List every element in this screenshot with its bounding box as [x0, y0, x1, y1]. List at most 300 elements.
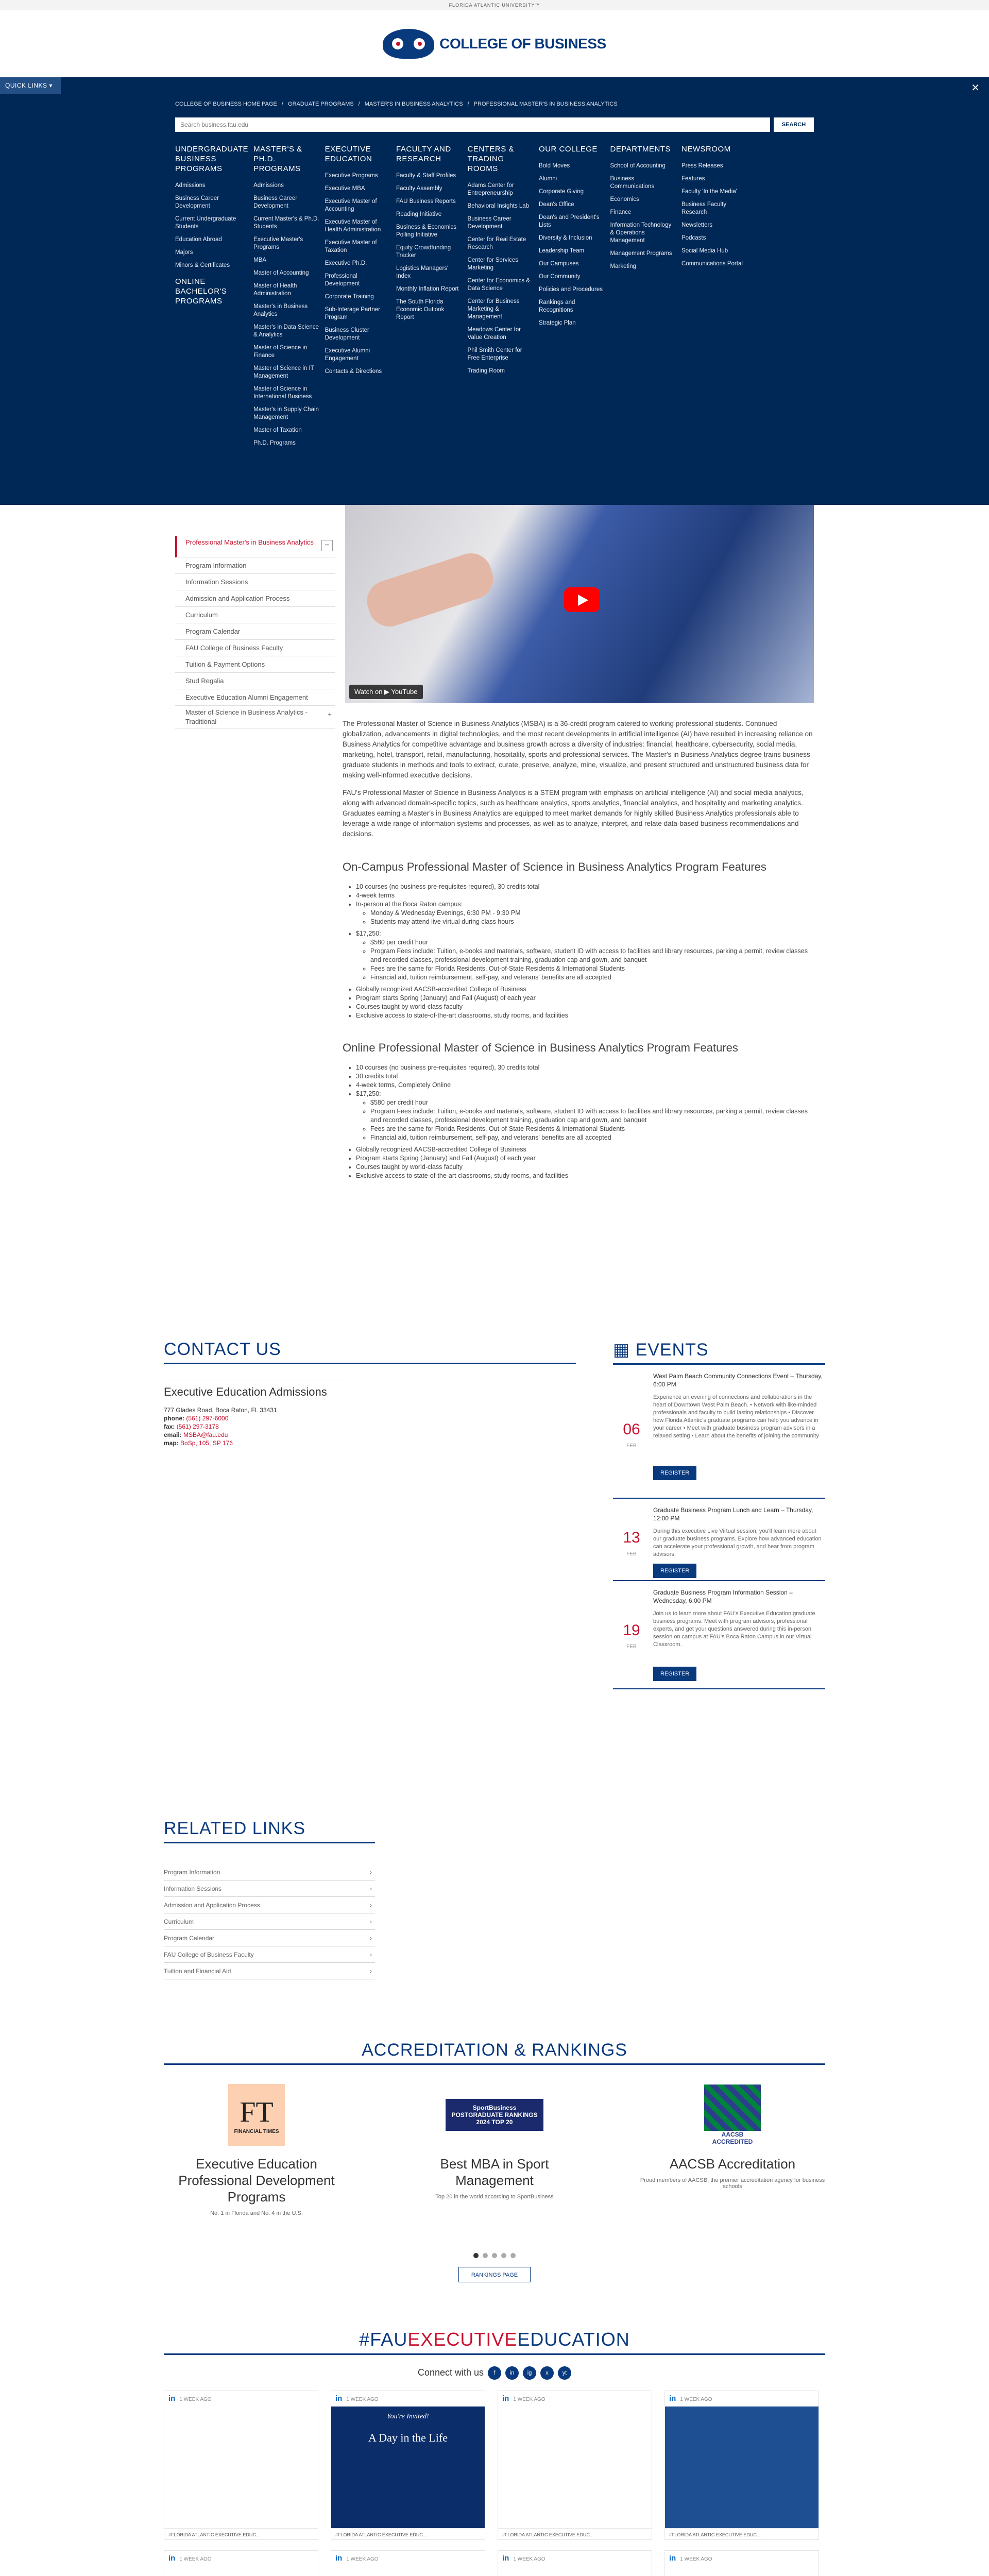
stem-paragraph: FAU's Professional Master of Science in Business Analytics is a STEM program with emphasis on artificial intelligence (AI) and social media analytics, along with advanced domain-specific topics, such as healthcare analytics, sports analytics, financial analytics, and hospitality and marketing analytics. Graduates earning a Master's in Business Analytics are equipped to meet market demands for highly skilled Business Analytics professionals able to leverage a wide range of information systems and processes, as well as to analyze, interpret, and relate data-based business recommendations and decisions. — [343, 789, 804, 838]
feature-item: • Program starts Spring (January) and Fall (August) of each year — [356, 994, 814, 1003]
carousel-dot[interactable] — [510, 2253, 516, 2258]
sidebar-item[interactable]: Stud Regalia — [175, 673, 335, 689]
youtube-icon[interactable]: yt — [558, 2366, 571, 2380]
register-button[interactable]: REGISTER — [653, 1667, 696, 1681]
related-link[interactable]: Tuition and Financial Aid › — [164, 1963, 375, 1979]
top-university-bar: FLORIDA ATLANTIC UNIVERSITY™ — [0, 0, 989, 10]
social-post[interactable] — [331, 2391, 485, 2540]
social-post[interactable] — [664, 2391, 819, 2540]
sidebar-item[interactable]: Curriculum — [175, 607, 335, 623]
menu-link[interactable]: Finance — [610, 209, 632, 215]
menu-link[interactable]: Business & Economics Polling Initiative — [396, 224, 457, 238]
event-title[interactable]: Graduate Business Program Information Session – Wednesday, 6:00 PM — [653, 1589, 793, 1604]
mega-menu-overlay — [0, 77, 989, 505]
register-button[interactable]: REGISTER — [653, 1564, 696, 1578]
post-image-blank — [498, 2406, 652, 2528]
menu-link[interactable]: Master of Science in International Business — [253, 386, 312, 400]
post-time: 1 WEEK AGO — [179, 2397, 212, 2402]
menu-col-masters — [253, 144, 319, 452]
menu-col-title[interactable]: DEPARTMENTS — [610, 145, 671, 154]
post-footer: #FLORIDA ATLANTIC EXECUTIVE EDUC... — [331, 2528, 485, 2540]
menu-link[interactable]: Minors & Certificates — [175, 262, 230, 268]
breadcrumb — [175, 101, 621, 107]
feature-item: • 10 courses (no business pre-requisites required), 30 credits total — [356, 1063, 814, 1072]
menu-link[interactable]: Logistics Managers' Index — [396, 265, 449, 279]
menu-col-title[interactable]: OUR COLLEGE — [539, 145, 598, 154]
breadcrumb-separator: / — [467, 101, 469, 107]
connect-with-us — [164, 2366, 825, 2380]
feature-item: • Exclusive access to state-of-the-art classrooms, study rooms, and facilities — [356, 1172, 814, 1180]
menu-col-centers — [468, 144, 534, 452]
post-time: 1 WEEK AGO — [346, 2556, 379, 2562]
feature-item: • $17,250: — [356, 1090, 814, 1098]
intro-paragraph: The Professional Master of Science in Business Analytics (MSBA) is a 36-credit program catered to working professional students. Continued globalization, advancements in digital technologies, and the most recent developments in artificial intelligence (AI) have resulted in increasing reliance on Business Analytics for competitive advantage and business growth across a diversity of industries: financial, healthcare, cybersecurity, social media, marketing, hotel, transport, retail, manufacturing, hospitality, sports and professional services. The Master's in Business Analytics degree trains business graduate students in methods and tools to extract, curate, preserve, analyze, mine, visualize, and present structured and unstructured business data for making well-informed executive decisions. — [343, 720, 813, 779]
quick-links-button[interactable]: QUICK LINKS ▾ — [0, 77, 61, 94]
event-date — [616, 1622, 647, 1655]
linkedin-icon: in — [335, 2554, 343, 2563]
event-day: 13 — [623, 1529, 640, 1546]
menu-link[interactable]: Admissions — [175, 182, 206, 189]
carousel-dot[interactable] — [501, 2253, 506, 2258]
breadcrumb-separator: / — [281, 101, 283, 107]
menu-link[interactable]: Press Releases — [681, 163, 723, 169]
menu-link[interactable]: Our Community — [539, 274, 581, 280]
post-invited-text: You're Invited! — [387, 2413, 429, 2420]
menu-link[interactable]: Master's in Business Analytics — [253, 303, 308, 317]
post-header — [164, 2391, 318, 2406]
carousel-dots — [164, 2251, 825, 2261]
contact-card — [164, 1380, 344, 1447]
feature-item: • $17,250: — [356, 929, 814, 938]
watch-on-youtube-button[interactable]: Watch on ▶ YouTube — [349, 685, 423, 699]
contact-heading: CONTACT US — [164, 1340, 576, 1364]
menu-col-title[interactable]: FACULTY AND RESEARCH — [396, 145, 451, 163]
card-desc: Proud members of AACSB, the premier accreditation agency for business schools — [640, 2177, 825, 2190]
event-date — [616, 1421, 647, 1454]
menu-link[interactable]: Faculty & Staff Profiles — [396, 173, 456, 179]
menu-link[interactable]: Ph.D. Programs — [253, 440, 296, 446]
event-item — [613, 1499, 825, 1581]
menu-col-undergrad — [175, 144, 248, 452]
video-thumbnail-figure — [362, 548, 499, 632]
menu-link[interactable]: Features — [681, 176, 705, 182]
post-image-blank — [164, 2566, 318, 2576]
site-header — [0, 10, 989, 77]
menu-link[interactable]: Newsletters — [681, 222, 713, 228]
sidebar-item[interactable]: Program Calendar — [175, 623, 335, 640]
menu-link[interactable]: Executive Master's Programs — [253, 236, 303, 250]
menu-link[interactable]: Master's in Supply Chain Management — [253, 406, 319, 420]
event-month: FEB — [626, 1551, 637, 1557]
menu-col-departments — [610, 144, 677, 452]
related-link[interactable]: Curriculum › — [164, 1913, 375, 1930]
college-name[interactable]: COLLEGE OF BUSINESS — [439, 35, 606, 52]
hashtag-highlight: EXECUTIVE — [407, 2329, 518, 2350]
menu-link[interactable]: Rankings and Recognitions — [539, 299, 575, 313]
feature-item: • Program starts Spring (January) and Fall (August) of each year — [356, 1154, 814, 1163]
post-time: 1 WEEK AGO — [680, 2397, 712, 2402]
event-description: Experience an evening of connections and collaborations in the heart of Downtown West Palm Beach. • Network with like-minded professionals and faculty to build lasting relationships • Discover how Florida Atlantic's graduate programs can help you advance in your career • Meet with graduate business program advisors in a relaxed setting • Learn about the benefits of joining the community — [653, 1394, 819, 1439]
post-image-blank — [331, 2566, 485, 2576]
feature-item: • Globally recognized AACSB-accredited College of Business — [356, 1145, 814, 1154]
menu-link[interactable]: Sub-Interage Partner Program — [325, 307, 380, 320]
quick-links-label: QUICK LINKS — [5, 82, 47, 89]
menu-link[interactable]: Executive Ph.D. — [325, 260, 367, 266]
event-day: 19 — [623, 1622, 640, 1639]
event-title[interactable]: West Palm Beach Community Connections Event – Thursday, 6:00 PM — [653, 1372, 823, 1388]
menu-link[interactable]: Admissions — [253, 182, 284, 189]
menu-link[interactable]: Business Communications — [610, 176, 655, 190]
menu-link[interactable]: Communications Portal — [681, 261, 743, 267]
events-section — [613, 1340, 825, 1689]
sidebar-item[interactable]: Tuition & Payment Options — [175, 656, 335, 673]
online-heading: Online Professional Master of Science in Business Analytics Program Features — [343, 1041, 738, 1054]
map-label: map: — [164, 1439, 179, 1447]
menu-link[interactable]: FAU Business Reports — [396, 198, 456, 205]
post-header — [331, 2551, 485, 2566]
breadcrumb-home[interactable]: COLLEGE OF BUSINESS HOME PAGE — [175, 101, 277, 107]
email-link[interactable]: MSBA@fau.edu — [183, 1431, 228, 1438]
menu-link[interactable]: Marketing — [610, 263, 637, 269]
menu-link[interactable]: Center for Services Marketing — [467, 257, 518, 271]
menu-link[interactable]: Economics — [610, 196, 639, 202]
menu-link[interactable]: Reading Initiative — [396, 211, 442, 217]
facebook-icon[interactable]: f — [488, 2366, 501, 2380]
post-image-blank — [498, 2566, 652, 2576]
sidebar-item[interactable]: Admission and Application Process — [175, 590, 335, 607]
email-label: email: — [164, 1431, 182, 1438]
main-content — [343, 719, 814, 1183]
connect-label: Connect with us — [417, 2367, 484, 2378]
related-links-list — [164, 1864, 375, 1979]
hashtag-prefix: #FAU — [359, 2329, 408, 2350]
menu-link[interactable]: Dean's and President's Lists — [539, 214, 600, 228]
on-campus-heading: On-Campus Professional Master of Science in Business Analytics Program Features — [343, 860, 766, 873]
hashtag-suffix: EDUCATION — [517, 2329, 630, 2350]
menu-col-title[interactable]: MASTER'S & PH.D. PROGRAMS — [253, 145, 302, 173]
menu-link[interactable]: Corporate Giving — [539, 189, 584, 195]
event-description: During this executive Live Virtual session, you'll learn more about our graduate business programs. Explore how advanced education can accelerate your professional growth, and hear from program advisors. — [653, 1528, 822, 1557]
post-image-blank — [164, 2406, 318, 2528]
menu-link[interactable]: Current Undergraduate Students — [175, 216, 236, 230]
map-link[interactable]: BoSp, 105, SP 176 — [180, 1439, 233, 1447]
menu-link[interactable]: Contacts & Directions — [325, 368, 382, 375]
related-link[interactable]: Information Sessions › — [164, 1880, 375, 1897]
menu-link[interactable]: Center for Economics & Data Science — [467, 278, 530, 292]
feature-subitem: ◦ Program Fees include: Tuition, e-books and materials, software, student ID with access to facilities and library resources, parking a permit, review classes and recorded classes, professional development training, graduation cap and gown, and banquet — [370, 947, 814, 964]
breadcrumb-graduate[interactable]: GRADUATE PROGRAMS — [288, 101, 354, 107]
close-icon[interactable]: ✕ — [971, 82, 980, 94]
phone-link[interactable]: (561) 297-6000 — [186, 1415, 229, 1422]
related-link[interactable]: Program Information › — [164, 1864, 375, 1880]
ft-logo-text: FINANCIAL TIMES — [234, 2128, 279, 2134]
related-links-section — [164, 1819, 375, 1979]
menu-link[interactable]: Management Programs — [610, 250, 672, 257]
menu-link[interactable]: Trading Room — [467, 368, 505, 374]
sidebar-item[interactable]: FAU College of Business Faculty — [175, 640, 335, 656]
menu-link[interactable]: Phil Smith Center for Free Enterprise — [467, 347, 522, 361]
feature-item: • Globally recognized AACSB-accredited College of Business — [356, 985, 814, 994]
youtube-video-player[interactable] — [345, 505, 814, 703]
feature-subitem: ◦ Program Fees include: Tuition, e-books and materials, software, student ID with access to facilities and library resources, parking a permit, review classes and recorded classes, professional development training, graduation cap and gown, and banquet — [370, 1107, 814, 1125]
related-link[interactable]: FAU College of Business Faculty › — [164, 1946, 375, 1963]
contact-address: 777 Glades Road, Boca Raton, FL 33431 — [164, 1406, 277, 1414]
menu-col-faculty — [396, 144, 463, 452]
menu-link[interactable]: The South Florida Economic Outlook Report — [396, 299, 445, 320]
event-description: Join us to learn more about FAU's Executive Education graduate business programs. Meet with program advisors, professional experts, and get your questions answered during this in-person session on campus at FAU's Boca Raton Campus in our Virtual Classroom. — [653, 1611, 815, 1648]
menu-link[interactable]: Policies and Procedures — [539, 286, 603, 293]
search-button[interactable]: SEARCH — [774, 117, 814, 132]
expand-icon[interactable]: + — [328, 710, 332, 718]
fax-label: fax: — [164, 1423, 175, 1430]
collapse-icon[interactable]: − — [321, 540, 333, 551]
menu-link[interactable]: Information Technology & Operations Management — [610, 222, 672, 244]
feature-subitem: ◦ Fees are the same for Florida Residents, Out-of-State Residents & International Students — [370, 1125, 814, 1133]
post-footer: #FLORIDA ATLANTIC EXECUTIVE EDUC... — [498, 2528, 652, 2540]
breadcrumb-msba[interactable]: MASTER'S IN BUSINESS ANALYTICS — [364, 101, 463, 107]
online-features — [343, 1063, 814, 1180]
events-heading — [613, 1340, 825, 1365]
linkedin-icon[interactable]: in — [505, 2366, 519, 2380]
menu-link[interactable]: Executive Master of Health Administration — [325, 219, 381, 233]
menu-link[interactable]: Business Career Development — [175, 195, 219, 209]
menu-link[interactable]: Behavioral Insights Lab — [467, 203, 530, 209]
menu-link[interactable]: Podcasts — [681, 235, 706, 241]
menu-link[interactable]: Majors — [175, 249, 193, 256]
search-input[interactable] — [175, 117, 770, 132]
menu-link[interactable]: Executive Master of Accounting — [325, 198, 377, 212]
post-footer: #FLORIDA ATLANTIC EXECUTIVE EDUC... — [665, 2528, 819, 2540]
post-time: 1 WEEK AGO — [513, 2397, 545, 2402]
menu-link[interactable]: Executive Alumni Engagement — [325, 348, 370, 362]
social-post[interactable] — [664, 2550, 819, 2576]
post-time: 1 WEEK AGO — [179, 2556, 212, 2562]
menu-link[interactable]: Executive Master of Taxation — [325, 240, 377, 253]
menu-link[interactable]: Social Media Hub — [681, 248, 728, 254]
menu-link[interactable]: Alumni — [539, 176, 557, 182]
instagram-icon[interactable]: ig — [523, 2366, 536, 2380]
feature-subitem: ◦ Financial aid, tuition reimbursement, self-pay, and veterans' benefits are all accepted — [370, 973, 814, 982]
menu-link[interactable]: Adams Center for Entrepreneurship — [467, 182, 514, 196]
menu-col-title[interactable]: EXECUTIVE EDUCATION — [325, 145, 372, 163]
feature-subitem: ◦ Financial aid, tuition reimbursement, self-pay, and veterans' benefits are all accepted — [370, 1133, 814, 1142]
card-title: Best MBA in Sport Management — [440, 2156, 549, 2188]
feature-item: • 4-week terms, Completely Online — [356, 1081, 814, 1090]
section-sidebar — [175, 536, 335, 728]
menu-link[interactable]: Faculty 'In the Media' — [681, 189, 737, 195]
menu-col-exec — [325, 144, 391, 452]
post-header — [665, 2551, 819, 2566]
menu-col-newsroom — [681, 144, 747, 452]
fax-link[interactable]: (561) 297-3178 — [176, 1423, 219, 1430]
social-post[interactable] — [498, 2550, 652, 2576]
related-link[interactable]: Program Calendar › — [164, 1930, 375, 1946]
aacsb-logo-text: AACSB ACCREDITED — [712, 2131, 753, 2145]
menu-link[interactable]: Diversity & Inclusion — [539, 235, 592, 241]
feature-subitem: ◦ Students may attend live virtual during class hours — [370, 918, 814, 926]
feature-subitem: ◦ Monday & Wednesday Evenings, 6:30 PM - 9:30 PM — [370, 909, 814, 918]
menu-link[interactable]: Master of Taxation — [253, 427, 302, 433]
menu-link[interactable]: Master's in Data Science & Analytics — [253, 324, 319, 338]
menu-link[interactable]: Center for Business Marketing & Management — [467, 298, 520, 320]
menu-link[interactable]: Education Abroad — [175, 236, 222, 243]
feature-item: • Exclusive access to state-of-the-art classrooms, study rooms, and facilities — [356, 1011, 814, 1020]
feature-item: • 4-week terms — [356, 891, 814, 900]
menu-link[interactable]: Executive Programs — [325, 173, 378, 179]
post-time: 1 WEEK AGO — [346, 2397, 379, 2402]
social-post[interactable] — [164, 2550, 318, 2576]
menu-link[interactable]: Master of Accounting — [253, 270, 309, 276]
menu-link[interactable]: Our Campuses — [539, 261, 579, 267]
event-item — [613, 1365, 825, 1499]
contact-title: Executive Education Admissions — [164, 1385, 327, 1398]
feature-item: • 30 credits total — [356, 1072, 814, 1081]
mega-menu-columns — [175, 144, 819, 452]
menu-link[interactable]: Business Career Development — [467, 216, 511, 230]
phone-label: phone: — [164, 1415, 184, 1422]
menu-link[interactable]: Faculty Assembly — [396, 185, 442, 192]
menu-col-title[interactable]: NEWSROOM — [681, 145, 731, 154]
post-day-text: A Day in the Life — [368, 2431, 448, 2444]
hero-section — [175, 505, 814, 725]
menu-col-title[interactable]: CENTERS & TRADING ROOMS — [467, 145, 514, 173]
menu-link[interactable]: Executive MBA — [325, 185, 365, 192]
menu-link[interactable]: Business Faculty Research — [681, 201, 726, 215]
sidebar-item[interactable]: Executive Education Alumni Engagement — [175, 689, 335, 706]
breadcrumb-current: PROFESSIONAL MASTER'S IN BUSINESS ANALYTICS — [473, 101, 618, 107]
accreditation-heading: ACCREDITATION & RANKINGS — [164, 2040, 825, 2065]
menu-link[interactable]: Master of Health Administration — [253, 283, 297, 297]
menu-link[interactable]: Bold Moves — [539, 163, 570, 169]
menu-link[interactable]: Monthly Inflation Report — [396, 286, 459, 292]
calendar-icon: ▦ — [613, 1340, 636, 1360]
sportbusiness-logo-text: SportBusiness POSTGRADUATE RANKINGS 2024 TOP 20 — [446, 2099, 543, 2131]
event-date — [616, 1530, 647, 1563]
menu-link[interactable]: Professional Development — [325, 273, 360, 287]
on-campus-features — [343, 883, 814, 1020]
search-bar — [175, 117, 814, 132]
feature-item: • Courses taught by world-class faculty — [356, 1003, 814, 1011]
event-month: FEB — [626, 1443, 637, 1449]
accreditation-card — [640, 2081, 825, 2190]
event-item — [613, 1581, 825, 1689]
linkedin-icon: in — [502, 2554, 509, 2563]
menu-link[interactable]: Current Master's & Ph.D. Students — [253, 216, 319, 230]
feature-item: • In-person at the Boca Raton campus: — [356, 900, 814, 909]
social-post[interactable] — [164, 2391, 318, 2540]
card-desc: No. 1 in Florida and No. 4 in the U.S. — [210, 2210, 303, 2216]
hashtag-heading — [164, 2329, 825, 2355]
feature-item: • 10 courses (no business pre-requisites required), 30 credits total — [356, 883, 814, 891]
menu-link[interactable]: Center for Real Estate Research — [467, 236, 526, 250]
rankings-page-button[interactable]: RANKINGS PAGE — [458, 2267, 531, 2282]
post-header — [164, 2551, 318, 2566]
carousel-dot[interactable] — [492, 2253, 497, 2258]
menu-link[interactable]: Master of Science in Finance — [253, 345, 308, 359]
sportbusiness-logo — [402, 2081, 587, 2148]
post-image — [331, 2406, 485, 2528]
feature-subitem: ◦ $580 per credit hour — [370, 938, 814, 947]
linkedin-icon: in — [502, 2394, 509, 2403]
card-title: Executive Education Professional Development Programs — [178, 2156, 335, 2205]
social-feed-section — [164, 2329, 825, 2563]
menu-link[interactable]: Dean's Office — [539, 201, 574, 208]
menu-col-college — [539, 144, 605, 452]
menu-link[interactable]: MBA — [253, 257, 266, 263]
linkedin-icon: in — [669, 2394, 676, 2403]
sidebar-item[interactable]: Information Sessions — [175, 574, 335, 590]
post-header — [498, 2551, 652, 2566]
menu-link[interactable]: School of Accounting — [610, 163, 666, 169]
menu-col-title[interactable]: UNDERGRADUATE BUSINESS PROGRAMS — [175, 145, 249, 173]
x-icon[interactable]: x — [540, 2366, 554, 2380]
post-footer: #FLORIDA ATLANTIC EXECUTIVE EDUC... — [164, 2528, 318, 2540]
post-time: 1 WEEK AGO — [513, 2556, 545, 2562]
event-month: FEB — [626, 1644, 637, 1650]
carousel-dot[interactable] — [473, 2253, 479, 2258]
menu-link[interactable]: Master of Science in IT Management — [253, 365, 314, 379]
menu-link[interactable]: Equity Crowdfunding Tracker — [396, 245, 451, 259]
linkedin-icon: in — [168, 2554, 176, 2563]
menu-link[interactable]: Corporate Training — [325, 294, 374, 300]
menu-link[interactable]: Business Cluster Development — [325, 327, 369, 341]
post-header — [331, 2391, 485, 2406]
event-title[interactable]: Graduate Business Program Lunch and Learn – Thursday, 12:00 PM — [653, 1506, 813, 1522]
ft-logo-mark: FT — [240, 2096, 274, 2128]
event-day: 06 — [623, 1421, 640, 1438]
post-image-blank — [665, 2566, 819, 2576]
menu-col-title-online[interactable]: ONLINE BACHELOR'S PROGRAMS — [175, 277, 227, 306]
accreditation-section — [164, 2040, 825, 2278]
card-desc: Top 20 in the world according to SportBusiness — [435, 2194, 554, 2200]
menu-link[interactable]: Strategic Plan — [539, 320, 576, 326]
menu-link[interactable]: Leadership Team — [539, 248, 585, 254]
sidebar-active-label: Professional Master's in Business Analytics — [185, 538, 314, 546]
accreditation-card — [402, 2081, 587, 2200]
breadcrumb-separator: / — [358, 101, 360, 107]
linkedin-icon: in — [335, 2394, 343, 2403]
carousel-dot[interactable] — [483, 2253, 488, 2258]
social-post[interactable] — [331, 2550, 485, 2576]
sidebar-item-traditional[interactable] — [175, 706, 335, 728]
register-button[interactable]: REGISTER — [653, 1466, 696, 1480]
sidebar-item[interactable]: Program Information — [175, 557, 335, 574]
related-heading: RELATED LINKS — [164, 1819, 375, 1843]
aacsb-logo — [640, 2081, 825, 2148]
events-heading-label: EVENTS — [635, 1340, 709, 1360]
related-link[interactable]: Admission and Application Process › — [164, 1897, 375, 1913]
fau-owl-logo[interactable] — [383, 29, 434, 59]
post-header — [498, 2391, 652, 2406]
feature-item: • Courses taught by world-class faculty — [356, 1163, 814, 1172]
ft-logo — [164, 2081, 349, 2148]
feature-subitem: ◦ Fees are the same for Florida Residents, Out-of-State Residents & International Students — [370, 964, 814, 973]
menu-link[interactable]: Business Career Development — [253, 195, 298, 209]
post-header — [665, 2391, 819, 2406]
sidebar-traditional-label: Master of Science in Business Analytics - Traditional — [185, 708, 308, 725]
linkedin-icon: in — [669, 2554, 676, 2563]
contact-section — [164, 1340, 576, 1447]
post-image — [665, 2406, 819, 2528]
accreditation-card — [164, 2081, 349, 2216]
menu-link[interactable]: Meadows Center for Value Creation — [467, 327, 521, 341]
card-title: AACSB Accreditation — [669, 2156, 796, 2172]
play-icon[interactable] — [564, 587, 600, 612]
linkedin-icon: in — [168, 2394, 176, 2403]
social-post[interactable] — [498, 2391, 652, 2540]
feature-subitem: ◦ $580 per credit hour — [370, 1098, 814, 1107]
sidebar-item-active[interactable] — [175, 536, 335, 557]
